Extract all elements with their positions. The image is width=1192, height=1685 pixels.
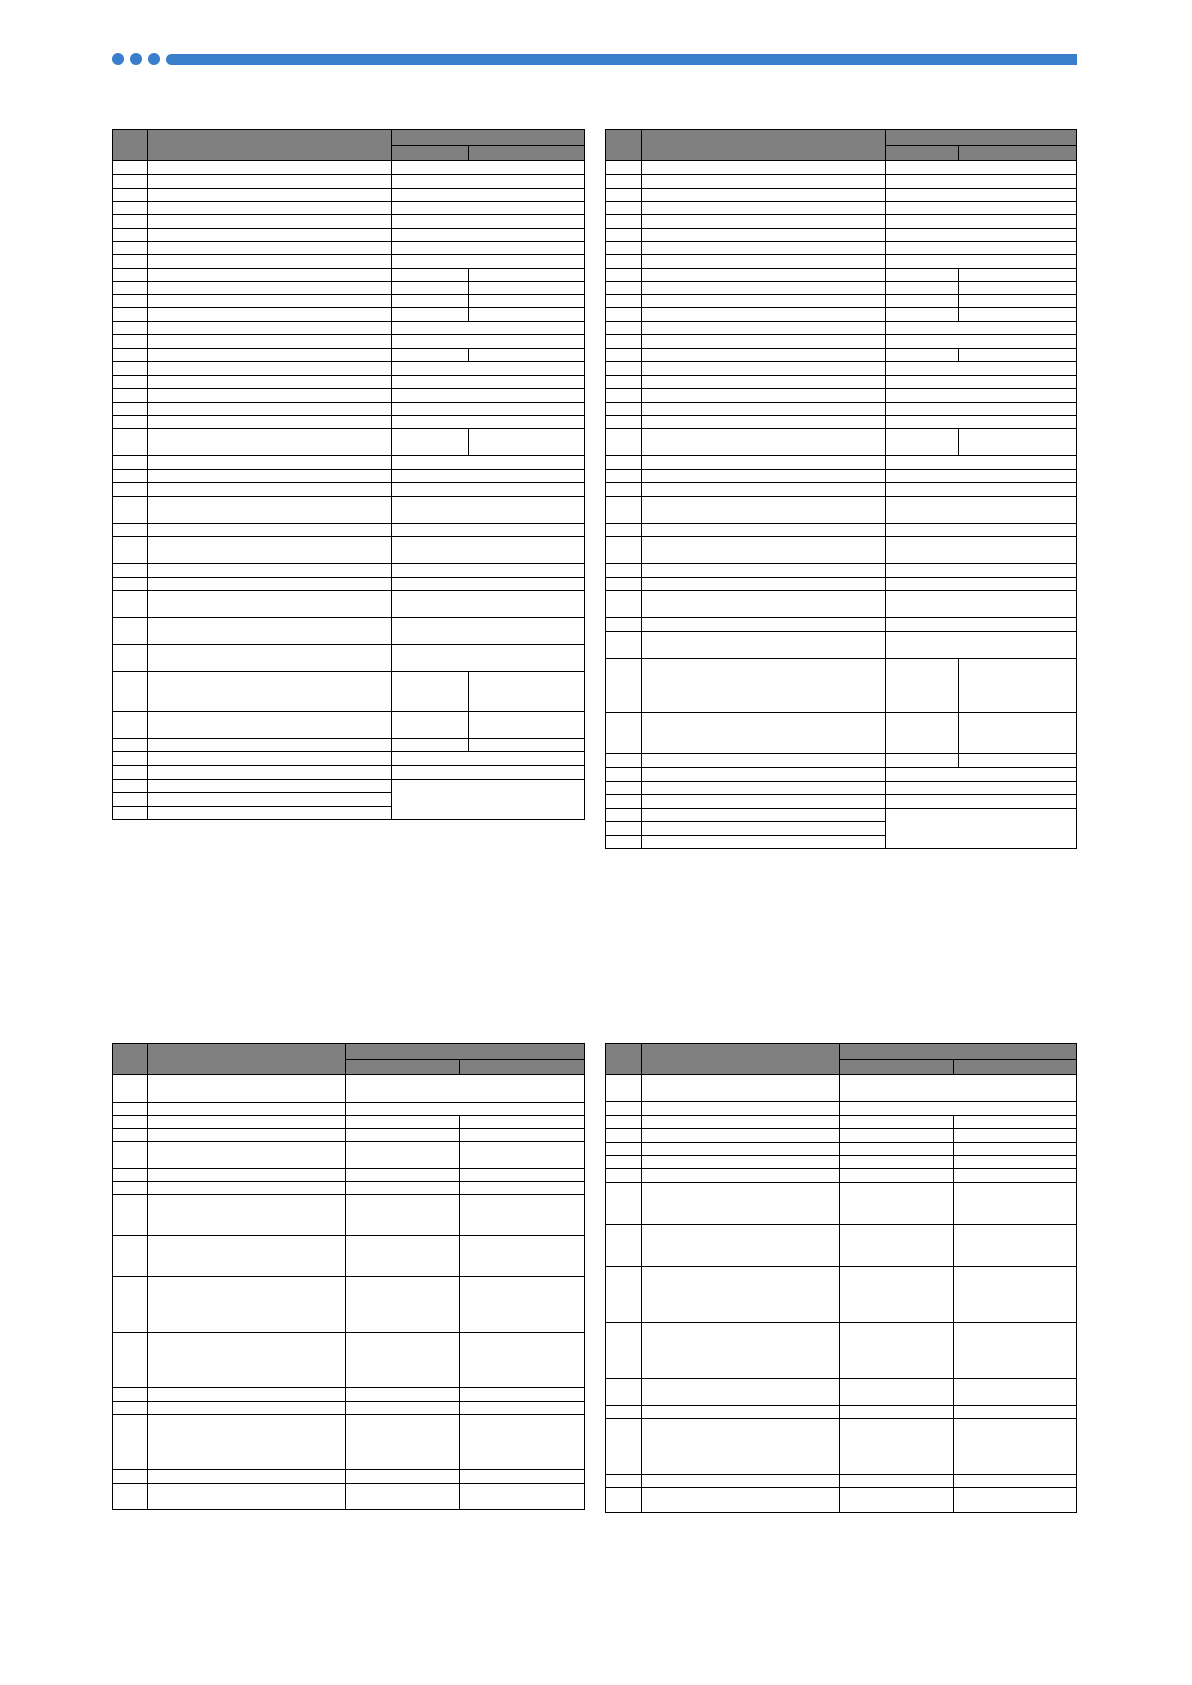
upper-left-table — [112, 129, 585, 820]
table-row-rule — [606, 1224, 1076, 1225]
value-split-rule — [953, 1474, 954, 1487]
table-row-rule — [606, 658, 1076, 659]
table-row-rule — [606, 631, 1076, 632]
table-row-rule — [113, 1483, 584, 1484]
table-row-rule — [113, 294, 584, 295]
value-split-rule — [468, 671, 469, 711]
table-row-rule — [606, 241, 1076, 242]
lower-right-table — [605, 1043, 1077, 1513]
table-row-rule — [113, 792, 391, 793]
value-split-rule — [958, 712, 959, 753]
table-row-rule — [606, 496, 1076, 497]
value-split-rule — [459, 1469, 460, 1483]
value-split-rule — [953, 1224, 954, 1266]
number-column-rule — [147, 1044, 148, 1510]
value-column-rule — [345, 1044, 346, 1510]
value-split-rule — [953, 1128, 954, 1142]
value-split-rule — [958, 348, 959, 361]
table-row-rule — [606, 1322, 1076, 1323]
value-split-rule — [953, 1168, 954, 1182]
value-split-rule — [953, 1182, 954, 1224]
value-split-rule — [953, 1487, 954, 1513]
table-row-rule — [113, 536, 584, 537]
value-split-rule — [459, 1276, 460, 1332]
table-row-rule — [606, 307, 1076, 308]
table-row-rule — [606, 1405, 1076, 1406]
lower-left-table — [112, 1043, 585, 1510]
table-row-rule — [113, 228, 584, 229]
table-row-rule — [113, 1102, 584, 1103]
table-row-rule — [606, 388, 1076, 389]
value-split-rule — [953, 1418, 954, 1474]
table-row-rule — [606, 375, 1076, 376]
value-split-rule — [958, 268, 959, 281]
table-row-rule — [606, 1182, 1076, 1183]
value-split-rule — [459, 1181, 460, 1194]
table-row-rule — [113, 482, 584, 483]
table-row-rule — [113, 1276, 584, 1277]
table-row-rule — [113, 428, 584, 429]
value-split-rule — [468, 711, 469, 738]
value-split-rule — [468, 348, 469, 361]
table-row-rule — [606, 563, 1076, 564]
table-row-rule — [606, 214, 1076, 215]
header-accent-bar — [166, 54, 1077, 65]
table-row-rule — [606, 753, 1076, 754]
table-row-rule — [113, 1115, 584, 1116]
table-row-rule — [113, 765, 584, 766]
bullet-dot-1 — [112, 53, 124, 65]
table-row-rule — [606, 1168, 1076, 1169]
value-split-rule — [958, 307, 959, 321]
table-row-rule — [606, 415, 1076, 416]
table-row-rule — [113, 214, 584, 215]
value-split-rule — [459, 1168, 460, 1181]
value-split-rule — [953, 1405, 954, 1418]
table-row-rule — [113, 617, 584, 618]
table-row-rule — [113, 779, 584, 780]
value-split-rule — [468, 738, 469, 751]
table-row-rule — [606, 1142, 1076, 1143]
value-split-rule — [459, 1414, 460, 1469]
table-row-rule — [606, 1115, 1076, 1116]
table-row-rule — [113, 241, 584, 242]
value-split-rule — [958, 658, 959, 712]
table-row-rule — [113, 590, 584, 591]
value-split-rule — [953, 1322, 954, 1378]
value-split-rule — [468, 307, 469, 321]
value-split-rule — [459, 1235, 460, 1276]
table-row-rule — [606, 201, 1076, 202]
value-split-rule — [958, 281, 959, 294]
table-row-rule — [606, 590, 1076, 591]
table-row-rule — [606, 455, 1076, 456]
table-row-rule — [606, 835, 885, 836]
table-row-rule — [606, 1474, 1076, 1475]
table-row-rule — [606, 482, 1076, 483]
table-row-rule — [606, 536, 1076, 537]
value-split-rule — [468, 281, 469, 294]
table-row-rule — [113, 1401, 584, 1402]
table-row-rule — [113, 1235, 584, 1236]
value-split-rule — [459, 1483, 460, 1510]
table-row-rule — [113, 523, 584, 524]
value-split-rule — [459, 1194, 460, 1235]
table-row-rule — [113, 174, 584, 175]
table-row-rule — [113, 563, 584, 564]
table-row-rule — [606, 361, 1076, 362]
value-split-rule — [459, 1128, 460, 1141]
value-column-rule — [885, 130, 886, 849]
table-row-rule — [113, 1194, 584, 1195]
value-column-rule — [391, 130, 392, 820]
value-split-rule — [459, 1332, 460, 1387]
table-row-rule — [606, 617, 1076, 618]
table-row-rule — [113, 496, 584, 497]
table-row-rule — [606, 781, 1076, 782]
table-row-rule — [606, 188, 1076, 189]
table-row-rule — [606, 228, 1076, 229]
value-split-rule — [953, 1142, 954, 1155]
table-row-rule — [606, 523, 1076, 524]
table-row-rule — [113, 1469, 584, 1470]
value-split-rule — [468, 268, 469, 281]
table-row-rule — [606, 281, 1076, 282]
header-split — [953, 1059, 954, 1074]
header-split — [459, 1059, 460, 1074]
table-row-rule — [113, 361, 584, 362]
table-row-rule — [113, 402, 584, 403]
header-split — [958, 145, 959, 160]
table-row-rule — [113, 1128, 584, 1129]
table-row-rule — [113, 455, 584, 456]
value-split-rule — [958, 753, 959, 767]
table-row-rule — [113, 1181, 584, 1182]
header-bottom-rule — [113, 1074, 584, 1075]
table-row-rule — [606, 1266, 1076, 1267]
table-row-rule — [113, 577, 584, 578]
table-row-rule — [606, 1128, 1076, 1129]
header-subrule — [885, 145, 1076, 146]
table-row-rule — [113, 806, 391, 807]
header-bottom-rule — [606, 160, 1076, 161]
table-row-rule — [606, 334, 1076, 335]
header-split — [468, 145, 469, 160]
table-row-rule — [606, 821, 885, 822]
number-column-rule — [147, 130, 148, 820]
table-row-rule — [113, 1387, 584, 1388]
table-row-rule — [113, 281, 584, 282]
table-row-rule — [113, 469, 584, 470]
table-row-rule — [113, 711, 584, 712]
table-row-rule — [606, 268, 1076, 269]
table-row-rule — [113, 1141, 584, 1142]
value-split-rule — [459, 1401, 460, 1414]
table-row-rule — [606, 1155, 1076, 1156]
table-row-rule — [113, 201, 584, 202]
table-row-rule — [113, 348, 584, 349]
value-split-rule — [953, 1115, 954, 1128]
value-split-rule — [953, 1155, 954, 1168]
table-row-rule — [113, 1168, 584, 1169]
table-row-rule — [606, 577, 1076, 578]
table-row-rule — [606, 402, 1076, 403]
value-split-rule — [953, 1378, 954, 1405]
table-row-rule — [606, 294, 1076, 295]
value-split-rule — [459, 1387, 460, 1401]
table-row-rule — [113, 307, 584, 308]
table-row-rule — [606, 254, 1076, 255]
value-split-rule — [459, 1115, 460, 1128]
table-row-rule — [113, 188, 584, 189]
table-row-rule — [113, 375, 584, 376]
table-row-rule — [606, 348, 1076, 349]
table-row-rule — [113, 268, 584, 269]
table-row-rule — [113, 751, 584, 752]
value-split-rule — [958, 428, 959, 455]
value-split-rule — [958, 294, 959, 307]
table-row-rule — [606, 712, 1076, 713]
table-row-rule — [113, 738, 584, 739]
table-row-rule — [113, 388, 584, 389]
table-row-rule — [606, 1101, 1076, 1102]
header-bottom-rule — [113, 160, 584, 161]
header-subrule — [345, 1059, 584, 1060]
table-row-rule — [113, 671, 584, 672]
table-row-rule — [113, 334, 584, 335]
value-split-rule — [468, 294, 469, 307]
header-bottom-rule — [606, 1074, 1076, 1075]
header-subrule — [839, 1059, 1076, 1060]
upper-right-table — [605, 129, 1077, 849]
table-row-rule — [606, 767, 1076, 768]
table-row-rule — [606, 794, 1076, 795]
table-row-rule — [113, 415, 584, 416]
header-subrule — [391, 145, 584, 146]
table-row-rule — [113, 321, 584, 322]
value-split-rule — [953, 1266, 954, 1322]
table-row-rule — [606, 174, 1076, 175]
table-row-rule — [606, 469, 1076, 470]
number-column-rule — [641, 130, 642, 849]
value-split-rule — [459, 1141, 460, 1168]
table-row-rule — [606, 321, 1076, 322]
table-row-rule — [113, 644, 584, 645]
table-row-rule — [113, 1332, 584, 1333]
bullet-dot-3 — [148, 53, 160, 65]
table-row-rule — [113, 1414, 584, 1415]
page-header-strip — [112, 52, 1077, 66]
bullet-dot-2 — [130, 53, 142, 65]
table-row-rule — [113, 254, 584, 255]
value-split-rule — [468, 428, 469, 455]
table-row-rule — [606, 1418, 1076, 1419]
table-row-rule — [606, 1487, 1076, 1488]
table-row-rule — [606, 428, 1076, 429]
table-row-rule — [606, 1378, 1076, 1379]
table-row-rule — [606, 808, 1076, 809]
